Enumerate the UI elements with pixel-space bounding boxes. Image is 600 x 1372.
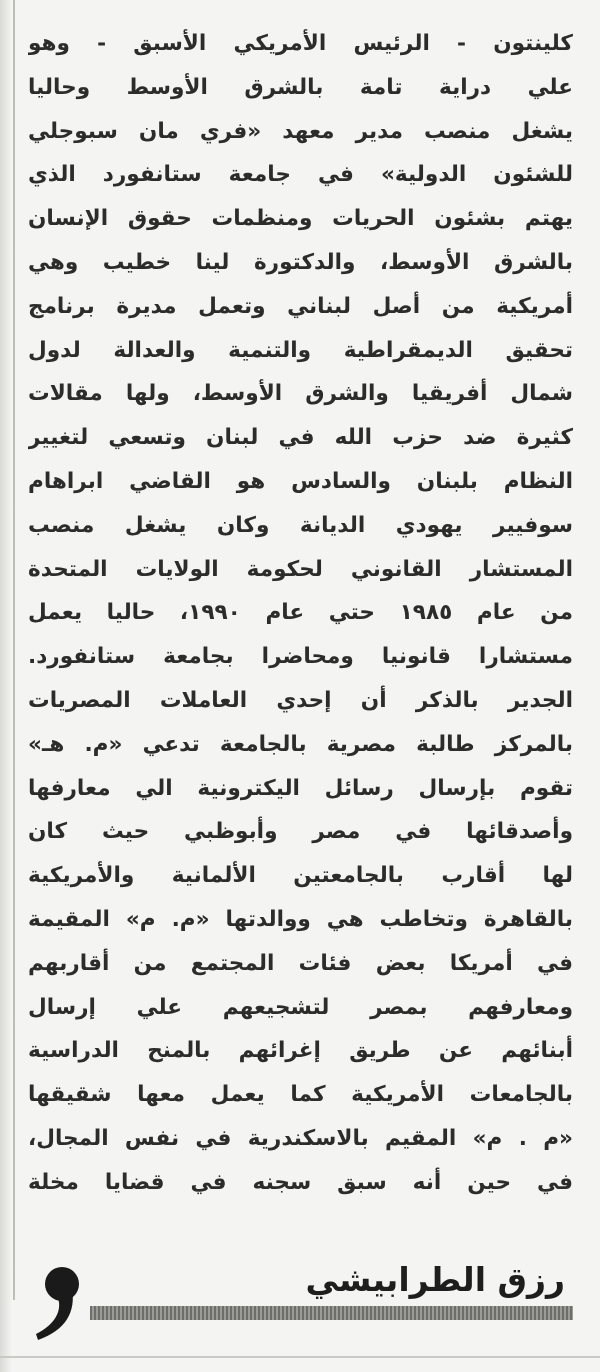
article-line: الجدير بالذكر أن إحدي العاملات المصريات <box>28 687 573 713</box>
byline <box>28 1258 573 1338</box>
article-line: علي دراية تامة بالشرق الأوسط وحاليا <box>28 74 573 100</box>
article-line: في أمريكا بعض فئات المجتمع من أقاربهم <box>28 950 573 976</box>
bottom-divider <box>0 1356 600 1358</box>
article-line: شمال أفريقيا والشرق الأوسط، ولها مقالات <box>28 381 573 407</box>
article-body <box>28 22 573 1202</box>
article-line: كثيرة ضد حزب الله في لبنان وتسعي لتغيير <box>28 425 573 451</box>
article-line: يشغل منصب مدير معهد «فري مان سبوجلي <box>28 118 573 144</box>
article-line: أمريكية من أصل لبناني وتعمل مديرة برنامج <box>28 293 573 319</box>
scan-edge <box>0 0 12 1372</box>
article-line: تقوم بإرسال رسائل اليكترونية الي معارفها <box>28 775 573 801</box>
article-line: المستشار القانوني لحكومة الولايات المتحدة <box>28 556 573 582</box>
quote-mark-icon <box>32 1264 88 1342</box>
byline-rule <box>90 1306 573 1320</box>
article-line: لها أقارب بالجامعتين الألمانية والأمريكية <box>28 863 573 889</box>
article-line: في حين أنه سبق سجنه في قضايا مخلة <box>28 1169 573 1195</box>
article-line: للشئون الدولية» في جامعة ستانفورد الذي <box>28 162 573 188</box>
article-line: كلينتون - الرئيس الأمريكي الأسبق - وهو <box>28 31 573 56</box>
article-line: بالشرق الأوسط، والدكتورة لينا خطيب وهي <box>28 249 573 275</box>
article-line: مستشارا قانونيا ومحاضرا بجامعة ستانفورد. <box>28 644 573 670</box>
article-line: النظام بلبنان والسادس هو القاضي ابراهام <box>28 468 573 494</box>
article-line: يهتم بشئون الحريات ومنظمات حقوق الإنسان <box>28 206 573 232</box>
article-line: «م . م» المقيم بالاسكندرية في نفس المجال، <box>28 1125 573 1151</box>
article-line: ومعارفهم بمصر لتشجيعهم علي إرسال <box>28 994 573 1020</box>
article-line: تحقيق الديمقراطية والتنمية والعدالة لدول <box>28 337 573 363</box>
column-divider <box>13 0 15 1300</box>
article-line: سوفيير يهودي الديانة وكان يشغل منصب <box>28 512 573 538</box>
article-line: بالقاهرة وتخاطب هي ووالدتها «م. م» المقيمة <box>28 906 573 932</box>
article-line: وأصدقائها في مصر وأبوظبي حيث كان <box>28 819 573 845</box>
article-line: بالمركز طالبة مصرية بالجامعة تدعي «م. هـ» <box>28 731 573 757</box>
article-line: أبنائهم عن طريق إغرائهم بالمنح الدراسية <box>28 1038 573 1064</box>
article-line: بالجامعات الأمريكية كما يعمل معها شقيقها <box>28 1082 573 1108</box>
article-line: من عام ١٩٨٥ حتي عام ١٩٩٠، حاليا يعمل <box>28 600 573 626</box>
author-name: رزق الطرابيشي <box>305 1260 565 1299</box>
